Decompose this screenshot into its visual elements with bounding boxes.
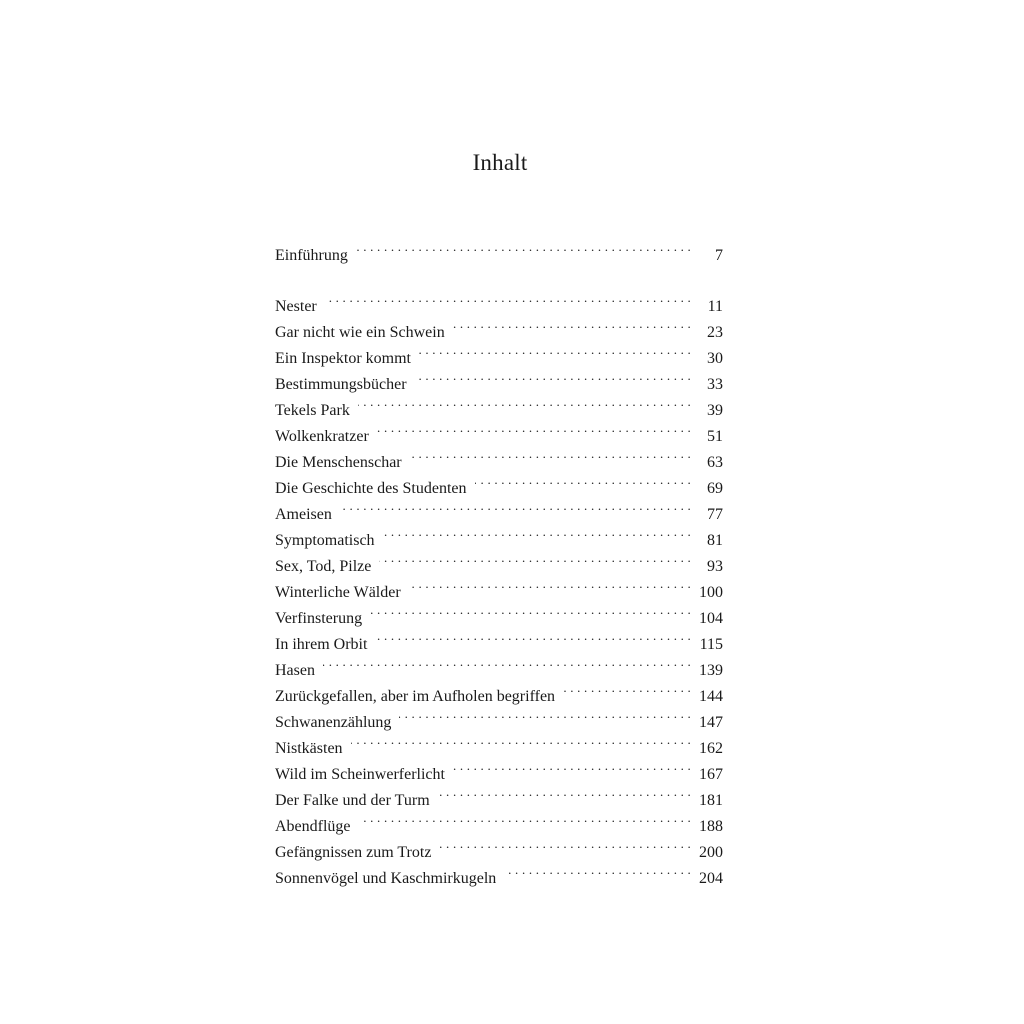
toc-entry-page: 77 (707, 506, 723, 523)
toc-entry-title: Tekels Park (275, 402, 350, 419)
toc-entry-page: 144 (699, 688, 723, 705)
toc-entry-page: 147 (699, 714, 723, 731)
toc-entry-title: Die Geschichte des Studenten (275, 480, 467, 497)
toc-entry-title: Sex, Tod, Pilze (275, 558, 372, 575)
toc-entry-page: 104 (699, 610, 723, 627)
toc-entry-page: 30 (707, 350, 723, 367)
toc-entry-page: 200 (699, 844, 723, 861)
toc-entry (275, 311, 723, 341)
toc-entry (275, 493, 723, 523)
toc-entry-title: Der Falke und der Turm (275, 792, 430, 809)
toc-entry (275, 285, 723, 315)
toc-entry-page: 81 (707, 532, 723, 549)
toc-entry-page: 181 (699, 792, 723, 809)
toc-entry (275, 234, 723, 264)
table-of-contents (275, 234, 723, 887)
toc-entry-page: 33 (707, 376, 723, 393)
dot-leader (409, 571, 691, 597)
toc-entry-title: Bestimmungsbücher (275, 376, 407, 393)
dot-leader (453, 753, 691, 779)
dot-leader (419, 337, 691, 363)
toc-entry-page: 162 (699, 740, 723, 757)
toc-entry (275, 649, 723, 679)
toc-entry-title: Hasen (275, 662, 315, 679)
toc-entry-page: 63 (707, 454, 723, 471)
toc-entry-title: Ein Inspektor kommt (275, 350, 411, 367)
dot-leader (415, 363, 691, 389)
toc-entry-title: In ihrem Orbit (275, 636, 368, 653)
toc-entry-page: 7 (715, 247, 723, 264)
dot-leader (439, 831, 691, 857)
toc-entry-page: 69 (707, 480, 723, 497)
dot-leader (351, 727, 691, 753)
toc-entry-title: Wolkenkratzer (275, 428, 369, 445)
toc-entry-title: Sonnenvögel und Kaschmirkugeln (275, 870, 497, 887)
dot-leader (359, 805, 691, 831)
toc-entry-page: 167 (699, 766, 723, 783)
dot-leader (356, 234, 691, 260)
dot-leader (375, 623, 691, 649)
dot-leader (370, 597, 691, 623)
toc-entry-title: Die Menschenschar (275, 454, 402, 471)
toc-entry-title: Winterliche Wälder (275, 584, 401, 601)
toc-entry-page: 39 (707, 402, 723, 419)
dot-leader (323, 649, 691, 675)
toc-entry-page: 23 (707, 324, 723, 341)
toc-entry-page: 204 (699, 870, 723, 887)
dot-leader (325, 285, 691, 311)
toc-entry-title: Einführung (275, 247, 348, 264)
dot-leader (377, 415, 691, 441)
toc-entry (275, 675, 723, 705)
dot-leader (379, 545, 691, 571)
dot-leader (383, 519, 691, 545)
toc-entry-title: Nistkästen (275, 740, 343, 757)
toc-entry-title: Gefängnissen zum Trotz (275, 844, 432, 861)
toc-entry-title: Wild im Scheinwerferlicht (275, 766, 445, 783)
toc-entry-title: Abendflüge (275, 818, 351, 835)
toc-entry-title: Ameisen (275, 506, 332, 523)
toc-entry-page: 188 (699, 818, 723, 835)
toc-entry-title: Symptomatisch (275, 532, 375, 549)
toc-entry-page: 115 (699, 636, 723, 653)
toc-entry-title: Verfinsterung (275, 610, 363, 627)
dot-leader (340, 493, 691, 519)
dot-leader (410, 441, 691, 467)
toc-entry-title: Nester (275, 298, 317, 315)
page-title: Inhalt (472, 150, 528, 175)
dot-leader (475, 467, 692, 493)
toc-entry-title: Gar nicht wie ein Schwein (275, 324, 445, 341)
dot-leader (399, 701, 691, 727)
toc-entry-page: 51 (707, 428, 723, 445)
toc-entry-page: 100 (699, 584, 723, 601)
dot-leader (563, 675, 691, 701)
toc-entry-title: Schwanenzählung (275, 714, 392, 731)
toc-entry-page: 139 (699, 662, 723, 679)
dot-leader (453, 311, 691, 337)
toc-entry-page: 11 (707, 298, 723, 315)
toc-entry-title: Zurückgefallen, aber im Aufholen begriffen (275, 688, 556, 705)
dot-leader (358, 389, 691, 415)
dot-leader (504, 857, 691, 883)
toc-entry (275, 519, 723, 549)
dot-leader (438, 779, 691, 805)
toc-entry-page: 93 (707, 558, 723, 575)
